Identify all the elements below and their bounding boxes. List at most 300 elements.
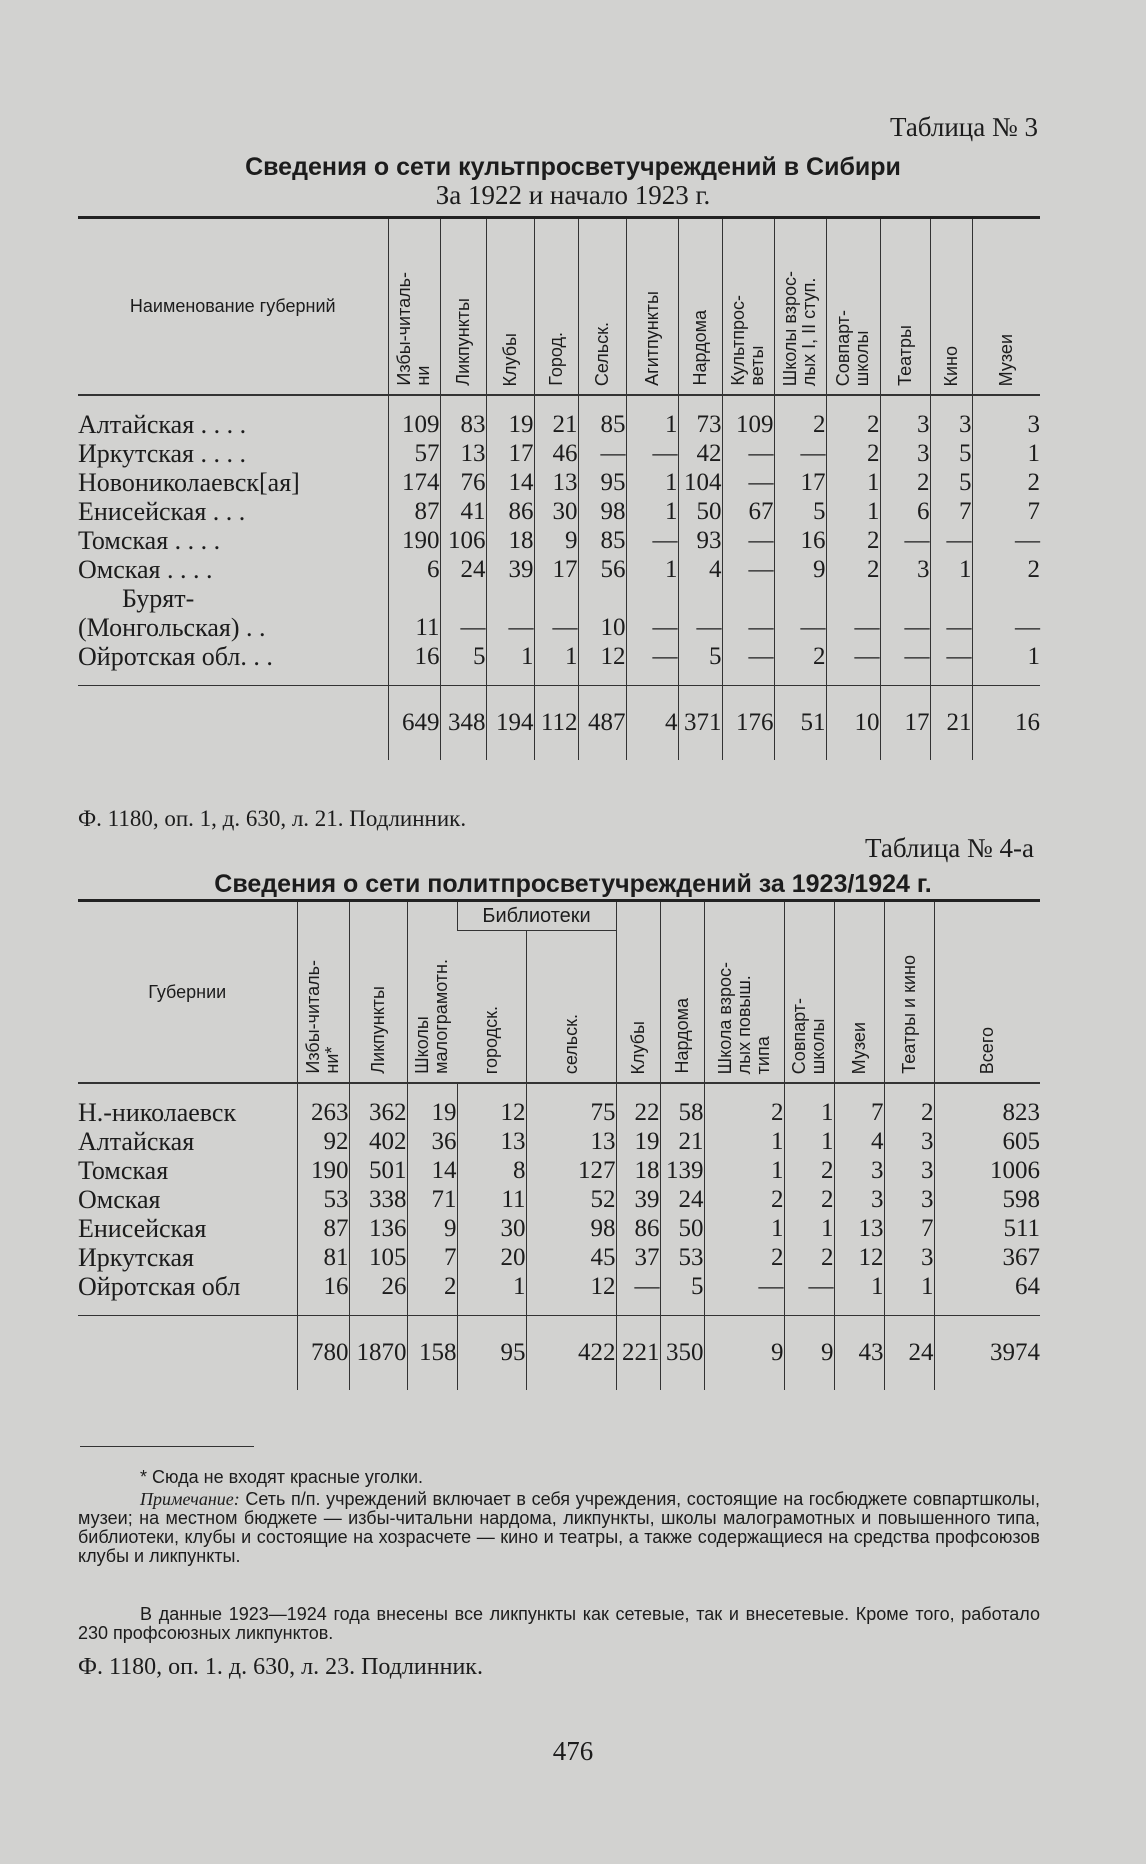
table3-col-header (722, 219, 774, 395)
table4-cell: 58 (660, 1098, 704, 1127)
table4-col-header-label: Ликпункты (367, 986, 388, 1074)
table3-cell: 7 (972, 497, 1040, 526)
table3-cell: 1 (486, 642, 534, 671)
table3-title: Сведения о сети культпросветучреждений в Сибири (245, 153, 901, 181)
table3-col-header-label: Совпарт- школы (833, 309, 872, 386)
table3-col-header-label: Школы взрос- лых I, II ступ. (780, 270, 819, 386)
table4-col-header (784, 902, 834, 1083)
table4-cell: 81 (297, 1243, 349, 1272)
table3-cell: 56 (578, 555, 626, 584)
table4-cell: 3 (884, 1185, 934, 1214)
table3-cell: 83 (440, 410, 486, 439)
table3-cell: 2 (826, 439, 880, 468)
table4-cell: 3 (884, 1243, 934, 1272)
table4-total-cell: 221 (616, 1316, 660, 1391)
table3-total-row (78, 686, 1040, 761)
table4-cell: — (616, 1272, 660, 1301)
table4-cell: 13 (834, 1214, 884, 1243)
table3-total-cell: 4 (626, 686, 678, 761)
table3-cell (722, 584, 774, 613)
table4-cell: 16 (297, 1272, 349, 1301)
table3-cell: 2 (972, 468, 1040, 497)
table3-cell: 42 (678, 439, 722, 468)
table4-footnote: * Сюда не входят красные уголки. (140, 1467, 424, 1487)
table4-cell: 24 (660, 1185, 704, 1214)
table3-row-name: Бурят- (122, 584, 195, 613)
table4-cell: 2 (784, 1243, 834, 1272)
table3-row (78, 497, 1040, 526)
table3-total-cell: 16 (972, 686, 1040, 761)
table4-cell: 263 (297, 1098, 349, 1127)
table3-cell: — (578, 439, 626, 468)
table4-total-cell: 158 (407, 1316, 457, 1391)
table4-cell: 2 (784, 1156, 834, 1185)
table3-cell: 30 (534, 497, 578, 526)
table3-row-name: Томская . . . . (78, 526, 221, 555)
table3-cell: 12 (578, 642, 626, 671)
table3-cell: 3 (880, 555, 930, 584)
table3-cell (440, 584, 486, 613)
table4-source: Ф. 1180, оп. 1. д. 630, л. 23. Подлинник. (78, 1654, 483, 1680)
table4-total-cell: 1870 (349, 1316, 407, 1391)
table4-col-header (349, 902, 407, 1083)
table4-cell: 12 (834, 1243, 884, 1272)
table3-cell: 1 (626, 497, 678, 526)
table3-cell: 2 (826, 555, 880, 584)
table4-col-header (297, 902, 349, 1083)
table3-total-cell: 348 (440, 686, 486, 761)
table4-cell: 1006 (934, 1156, 1040, 1185)
table3-cell: 76 (440, 468, 486, 497)
table4-row-name: Ойротская обл (78, 1272, 241, 1301)
table3-cell: — (972, 613, 1040, 642)
table4-cell: 19 (616, 1127, 660, 1156)
table3-cell: 106 (440, 526, 486, 555)
table3-col-header-label: Ликпункты (452, 298, 473, 386)
table3-cell: 5 (678, 642, 722, 671)
table4-col-header-label: Школа взрос- лых повыш. типа (714, 961, 773, 1074)
table4-col-header (407, 902, 457, 1083)
table3-cell: 85 (578, 410, 626, 439)
table3-cell: 87 (388, 497, 440, 526)
table4-cell: 2 (704, 1243, 784, 1272)
table3-cell (774, 584, 826, 613)
table3-col-header (486, 219, 534, 395)
table3-cell: 9 (534, 526, 578, 555)
table3-cell: 3 (972, 410, 1040, 439)
table3-col-header (440, 219, 486, 395)
table3-cell: 174 (388, 468, 440, 497)
table4-total-row (78, 1316, 1040, 1391)
table3-row-name: (Монгольская) . . (78, 613, 266, 642)
table3-cell: — (722, 555, 774, 584)
table4-cell: 3 (834, 1185, 884, 1214)
table4-cell: 9 (407, 1214, 457, 1243)
table3-cell: 18 (486, 526, 534, 555)
table3-total-cell: 176 (722, 686, 774, 761)
table3-row (78, 410, 1040, 439)
table3-cell: 39 (486, 555, 534, 584)
table4-cell: 598 (934, 1185, 1040, 1214)
footnote-rule (80, 1446, 254, 1447)
table4-total-cell: 9 (704, 1316, 784, 1391)
table3-total-cell: 649 (388, 686, 440, 761)
table4-cell: 20 (457, 1243, 526, 1272)
table3-cell: 57 (388, 439, 440, 468)
table3-col-header (930, 219, 972, 395)
table3-cell: 5 (440, 642, 486, 671)
table3-cell (534, 584, 578, 613)
table3-total-cell: 51 (774, 686, 826, 761)
table4-cell: 3 (884, 1127, 934, 1156)
table3-cell: 2 (826, 526, 880, 555)
table3-cell: — (880, 526, 930, 555)
table4-cell: 3 (834, 1156, 884, 1185)
table3-col-header-label: Культпрос- веты (728, 295, 767, 386)
table3-cell: 1 (972, 439, 1040, 468)
table4-number: Таблица № 4-а (865, 833, 1034, 863)
table3-cell: 9 (774, 555, 826, 584)
table3-cell: 86 (486, 497, 534, 526)
table3-row (78, 526, 1040, 555)
table3-cell: — (626, 642, 678, 671)
table3-cell: 6 (880, 497, 930, 526)
table3-cell: — (880, 613, 930, 642)
table4-col-header-label: Всего (976, 1026, 997, 1074)
table4-cell: 1 (704, 1214, 784, 1243)
table3-col-header-label: Клубы (499, 332, 520, 386)
table3-cell: 14 (486, 468, 534, 497)
table4-total-cell: 350 (660, 1316, 704, 1391)
table4-row (78, 1127, 1040, 1156)
table3-cell: 109 (388, 410, 440, 439)
table3-cell: — (826, 642, 880, 671)
table3-total-cell: 371 (678, 686, 722, 761)
table3-cell: 190 (388, 526, 440, 555)
table4-cell: 37 (616, 1243, 660, 1272)
table4-row (78, 1185, 1040, 1214)
table4-cell: 92 (297, 1127, 349, 1156)
table4-cell: 98 (526, 1214, 616, 1243)
table3-cell (880, 584, 930, 613)
table3-row (78, 642, 1040, 671)
table4-cell: 53 (660, 1243, 704, 1272)
table4-cell: 823 (934, 1098, 1040, 1127)
table3-cell: 6 (388, 555, 440, 584)
table3-cell (826, 584, 880, 613)
table4-cell: 8 (457, 1156, 526, 1185)
table4-col-header-label: Музеи (848, 1021, 869, 1074)
table3-row-name: Иркутская . . . . (78, 439, 246, 468)
table3-total-cell: 10 (826, 686, 880, 761)
table3-row-name: Ойротская обл. . . (78, 642, 273, 671)
table3-cell: — (930, 642, 972, 671)
table3-cell: 67 (722, 497, 774, 526)
table4-col-header-label: Нардома (671, 998, 692, 1074)
table4-cell: 367 (934, 1243, 1040, 1272)
table4-col-header-label: городск. (480, 1005, 501, 1074)
table3-col-header (972, 219, 1040, 395)
table3-col-header (578, 219, 626, 395)
table3-cell (388, 584, 440, 613)
table3-cell: 104 (678, 468, 722, 497)
table4-row-name: Енисейская (78, 1214, 207, 1243)
table3-cell: 3 (930, 410, 972, 439)
table3-cell: — (722, 439, 774, 468)
table3-col-header (826, 219, 880, 395)
table3-cell: 5 (930, 439, 972, 468)
note-label: Примечание: (140, 1489, 240, 1509)
table3-cell: 16 (388, 642, 440, 671)
table4-cell: 14 (407, 1156, 457, 1185)
table3-cell: 10 (578, 613, 626, 642)
table4-cell: 87 (297, 1214, 349, 1243)
table3-cell: 2 (826, 410, 880, 439)
table4-cell: — (784, 1272, 834, 1301)
table3-row (78, 555, 1040, 584)
table3-cell: 1 (534, 642, 578, 671)
table3-cell: — (486, 613, 534, 642)
table3-name-header: Наименование губерний (78, 219, 388, 395)
table3-col-header (880, 219, 930, 395)
table4-col-header (660, 902, 704, 1083)
table3-col-header (626, 219, 678, 395)
table4-cell: 19 (407, 1098, 457, 1127)
table4-cell: 26 (349, 1272, 407, 1301)
table3-cell: 2 (972, 555, 1040, 584)
table4-cell: 1 (834, 1272, 884, 1301)
table4-cell: 11 (457, 1185, 526, 1214)
table4-total-cell: 3974 (934, 1316, 1040, 1391)
table3-cell: — (626, 613, 678, 642)
table4-col-header-label: Клубы (627, 1020, 648, 1074)
table3-cell: 16 (774, 526, 826, 555)
table4-row-name: Томская (78, 1156, 169, 1185)
table4-cell: 12 (526, 1272, 616, 1301)
table4-cell: 1 (784, 1098, 834, 1127)
table3-cell (578, 584, 626, 613)
table3-row (78, 613, 1040, 642)
table4-cell: 511 (934, 1214, 1040, 1243)
table4-cell: 362 (349, 1098, 407, 1127)
table3-cell: 2 (880, 468, 930, 497)
table4-col-header (704, 902, 784, 1083)
table3-row (78, 468, 1040, 497)
table4-total-cell: 780 (297, 1316, 349, 1391)
table3-row-name: Омская . . . . (78, 555, 213, 584)
table3-col-header-label: Агитпункты (641, 291, 662, 386)
table3-cell: 13 (440, 439, 486, 468)
page-number: 476 (552, 1736, 594, 1766)
table3-cell: 7 (930, 497, 972, 526)
table4-cell: 64 (934, 1272, 1040, 1301)
table3-cell: 3 (880, 410, 930, 439)
table4-total-cell: 43 (834, 1316, 884, 1391)
table4-cell: 7 (407, 1243, 457, 1272)
table4-cell: 402 (349, 1127, 407, 1156)
table4-row (78, 1098, 1040, 1127)
table4-total-cell: 422 (526, 1316, 616, 1391)
table4-row (78, 1214, 1040, 1243)
table3-col-header-label: Музеи (995, 333, 1016, 386)
table3-cell: — (722, 526, 774, 555)
table3-cell: 19 (486, 410, 534, 439)
table3-cell: — (626, 526, 678, 555)
table3-cell: — (534, 613, 578, 642)
table3-col-header-label: Избы-читаль- ни (394, 272, 433, 386)
table4-cell: 136 (349, 1214, 407, 1243)
table4-cell: 1 (784, 1214, 834, 1243)
table3-cell: 5 (774, 497, 826, 526)
table3-number: Таблица № 3 (890, 112, 1038, 142)
table3-cell: — (930, 526, 972, 555)
table3-cell: 41 (440, 497, 486, 526)
table4-cell: 13 (457, 1127, 526, 1156)
table3-subtitle: За 1922 и начало 1923 г. (435, 180, 711, 210)
table3-row-name: Енисейская . . . (78, 497, 246, 526)
table3-cell: 95 (578, 468, 626, 497)
table4-cell: 338 (349, 1185, 407, 1214)
table4-cell: 75 (526, 1098, 616, 1127)
table4-cell: 1 (704, 1127, 784, 1156)
table3-cell: — (722, 468, 774, 497)
table4-col-header-label: Театры и кино (898, 955, 919, 1074)
table3-cell: 21 (534, 410, 578, 439)
table4-cell: 2 (784, 1185, 834, 1214)
table3-cell: — (880, 642, 930, 671)
table4-cell: 50 (660, 1214, 704, 1243)
table3-col-header (388, 219, 440, 395)
table4-cell: 7 (834, 1098, 884, 1127)
table3-col-header-label: Театры (894, 325, 915, 386)
table4-cell: 2 (704, 1185, 784, 1214)
table3-cell: 1 (626, 555, 678, 584)
table4-col-header (884, 902, 934, 1083)
table4-col-header (616, 902, 660, 1083)
table3-total-cell: 21 (930, 686, 972, 761)
table3-cell: 1 (930, 555, 972, 584)
table4-name-header: Губернии (78, 902, 297, 1083)
table3-cell: 5 (930, 468, 972, 497)
table3-cell: 85 (578, 526, 626, 555)
table4-row (78, 1272, 1040, 1301)
table3-cell: — (440, 613, 486, 642)
table4-cell: 13 (526, 1127, 616, 1156)
table4-cell: 39 (616, 1185, 660, 1214)
table4-cell: 139 (660, 1156, 704, 1185)
table3-col-header (774, 219, 826, 395)
table3-row (78, 439, 1040, 468)
table4-cell: 36 (407, 1127, 457, 1156)
table3-cell: 109 (722, 410, 774, 439)
table4-total-cell: 24 (884, 1316, 934, 1391)
table4-col-header (526, 931, 616, 1083)
table4-cell: 4 (834, 1127, 884, 1156)
table4-cell: 12 (457, 1098, 526, 1127)
table4-total-cell: 9 (784, 1316, 834, 1391)
table3-cell: 50 (678, 497, 722, 526)
table4-cell: 30 (457, 1214, 526, 1243)
table4-col-header (934, 902, 1040, 1083)
table3-cell: 3 (880, 439, 930, 468)
table3-cell: 2 (774, 410, 826, 439)
table3-total-cell: 194 (486, 686, 534, 761)
table3-cell: — (626, 439, 678, 468)
table3-row-name: Алтайская . . . . (78, 410, 247, 439)
table3-cell: 93 (678, 526, 722, 555)
table3-total-cell: 112 (534, 686, 578, 761)
table3-cell: 17 (534, 555, 578, 584)
table3-cell: — (774, 439, 826, 468)
table3-cell: 1 (626, 468, 678, 497)
table4-total-cell: 95 (457, 1316, 526, 1391)
table4-col-header-label: сельск. (560, 1013, 581, 1074)
table3-cell: 13 (534, 468, 578, 497)
table4-cell: 21 (660, 1127, 704, 1156)
table3 (78, 219, 1040, 760)
table4-cell: 53 (297, 1185, 349, 1214)
table4-cell: 605 (934, 1127, 1040, 1156)
table3-col-header (678, 219, 722, 395)
table3-cell: 17 (774, 468, 826, 497)
table3-col-header-label: Сельск. (591, 321, 612, 386)
table3-cell: 2 (774, 642, 826, 671)
table4-note (78, 1490, 1040, 1566)
table4-cell: 105 (349, 1243, 407, 1272)
table4-cell: 127 (526, 1156, 616, 1185)
table3-cell: — (774, 613, 826, 642)
table4-row-name: Н.-николаевск (78, 1098, 237, 1127)
table4-row (78, 1156, 1040, 1185)
table4-cell: 45 (526, 1243, 616, 1272)
table3-cell (626, 584, 678, 613)
table4-cell: 2 (407, 1272, 457, 1301)
table4-col-header-label: Школы малограмотн. (412, 959, 451, 1074)
table4-cell: — (704, 1272, 784, 1301)
table3-cell (678, 584, 722, 613)
table3-cell: 1 (826, 468, 880, 497)
table3-cell: — (972, 526, 1040, 555)
table3-cell: 1 (972, 642, 1040, 671)
table4-cell: 3 (884, 1156, 934, 1185)
table4-cell: 1 (884, 1272, 934, 1301)
table3-col-header (534, 219, 578, 395)
table4-row-name: Алтайская (78, 1127, 195, 1156)
table4-cell: 71 (407, 1185, 457, 1214)
table3-cell: 98 (578, 497, 626, 526)
table3-cell: 1 (626, 410, 678, 439)
table3-cell (486, 584, 534, 613)
note-text: Сеть п/п. учреждений включает в себя учреждения, состоящие на госбюджете совпартшколы, музеи; на местном бюджете — избы-читальни нардома, ликпункты, школы малограмотных и повышенного типа, библиотеки, клубы и состоящие на хозрасчете — кино и театры, а также содержащиеся на средства профсоюзов клубы и ликпункты. (78, 1489, 1040, 1566)
table4-note-2: В данные 1923—1924 года внесены все ликпункты как сетевые, так и внесетевые. Кроме того, работало 230 профсоюзных ликпунктов. (78, 1604, 1040, 1643)
table4-cell: 18 (616, 1156, 660, 1185)
table3-source: Ф. 1180, оп. 1, д. 630, л. 21. Подлинник. (78, 806, 467, 831)
table4-title: Сведения о сети политпросветучреждений за 1923/1924 г. (214, 870, 932, 898)
table4-row (78, 1243, 1040, 1272)
table3-cell: 11 (388, 613, 440, 642)
table4-col-header-label: Совпарт- школы (789, 997, 829, 1074)
table4-cell: 190 (297, 1156, 349, 1185)
table4-cell: 22 (616, 1098, 660, 1127)
table3-cell: — (722, 613, 774, 642)
table4-cell: 1 (704, 1156, 784, 1185)
table4-cell: 501 (349, 1156, 407, 1185)
table3-row-name: Новониколаевск[ая] (78, 468, 300, 497)
table4-cell: 1 (457, 1272, 526, 1301)
table3-col-header-label: Нардома (689, 310, 710, 386)
table4-cell: 7 (884, 1214, 934, 1243)
table3-cell (930, 584, 972, 613)
